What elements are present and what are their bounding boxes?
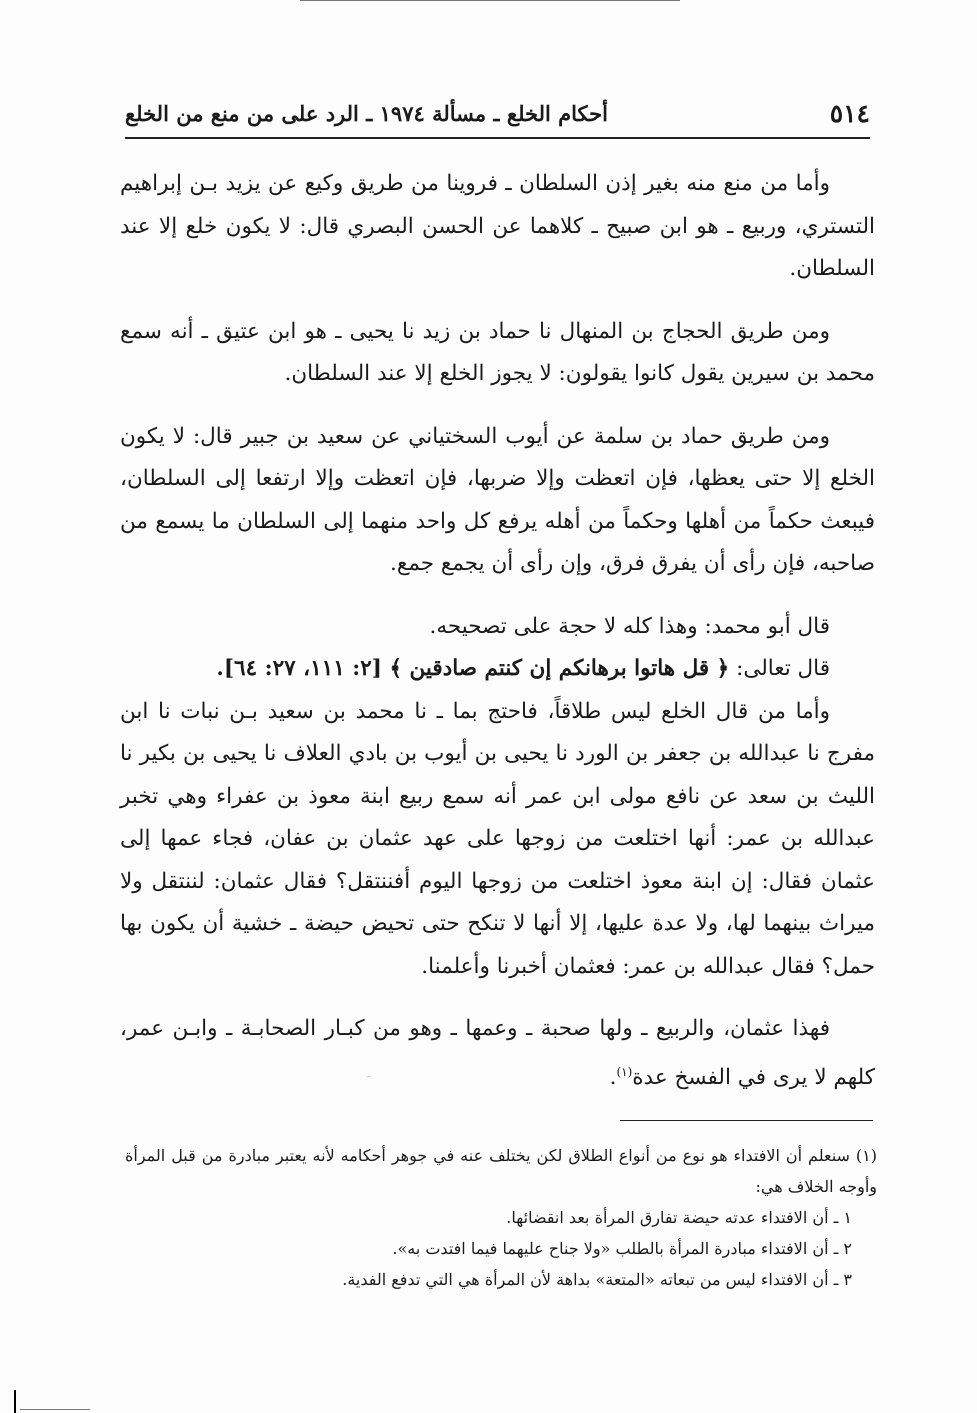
footnote-intro: (١) سنعلم أن الافتداء هو نوع من أنواع الطلاق لكن يختلف عنه في جوهر أحكامه لأنه يعتبر مبادرة من قبل المرأة وأوجه الخلاف هي: <box>125 1146 877 1196</box>
paragraph-6: وأما من قال الخلع ليس طلاقاً، فاحتج بما ـ نا محمد بن سعيد بـن نبات نا ابن مفرج نا عبدالله بن جعفر بن الورد نا يحيى بن أيوب بن بادي العلاف نا يحيى بن بكير نا الليث بن سعد عن نافع مولى ابن عمر أنه سمع ربيع ابنة معوذ بن عفراء وهي تخبر عبدالله بن عمر: أنها اختلعت من زوجها على عهد عثمان بن عفان، فجاء عمها إلى عثمان فقال: إن ابنة معوذ اختلعت من زوجها اليوم أفننتقل؟ فقال عثمان: لننتقل ولا ميراث بينهما لها، ولا عدة عليها، إلا أنها لا تنكح حتى تحيض حيضة ـ خشية أن يكون بها حمل؟ فقال عبدالله بن عمر: فعثمان أخبرنا وأعلمنا. <box>120 698 875 979</box>
verse-intro: قال تعالى: <box>729 656 830 681</box>
page-header <box>125 93 870 139</box>
paragraph-1: وأما من منع منه بغير إذن السلطان ـ فروينا من طريق وكيع عن يزيد بـن إبراهيم التستري، وربيع ـ هو ابن صبيح ـ كلاهما عن الحسن البصري قال: لا يكون خلع إلا عند السلطان. <box>120 171 875 281</box>
footnote-item-3: ٣ ـ أن الافتداء ليس من تبعاته «المتعة» بداهة لأن المرأة هي التي تدفع الفدية. <box>342 1270 852 1289</box>
footnotes <box>125 1140 877 1295</box>
paragraph-7-text: فهذا عثمان، والربيع ـ ولها صحبة ـ وعمها ـ وهو من كبـار الصحابـة ـ وابـن عمر، كلهم لا يرى في الفسخ عدة <box>120 1016 875 1090</box>
page-number: ٥١٤ <box>829 99 870 128</box>
running-title: أحكام الخلع ـ مسألة ١٩٧٤ ـ الرد على من منع من الخلع <box>125 101 608 126</box>
margin-mark <box>14 1390 16 1413</box>
verse-quote: ﴿ قل هاتوا برهانكم إن كنتم صادقين ﴾ <box>389 656 730 681</box>
footnote-item-1: ١ ـ أن الافتداء عدته حيضة تفارق المرأة بعد انقضائها. <box>506 1208 852 1227</box>
scan-speck: ⁻ <box>366 1074 372 1085</box>
footnote-marker: (١) <box>616 1064 633 1079</box>
top-edge-line <box>300 0 680 1</box>
paragraph-4: قال أبو محمد: وهذا كله لا حجة على تصحيحه. <box>429 613 830 639</box>
bottom-edge-line <box>20 1409 90 1410</box>
footnote-item-2: ٢ ـ أن الافتداء مبادرة المرأة بالطلب «ولا جناح عليهما فيما افتدت به». <box>392 1239 852 1258</box>
paragraph-5 <box>120 648 875 691</box>
paragraph-2: ومن طريق الحجاج بن المنهال نا حماد بن زيد نا يحيى ـ هو ابن عتيق ـ أنه سمع محمد بن سيرين يقول كانوا يقولون: لا يجوز الخلع إلا عند السلطان. <box>120 318 875 386</box>
verse-reference: [٢: ١١١، ٢٧: ٦٤]. <box>216 656 390 681</box>
paragraph-3: ومن طريق حماد بن سلمة عن أيوب السختياني عن سعيد بن جبير قال: لا يكون الخلع إلا حتى يعظها، فإن اتعظت وإلا ضربها، فإن اتعظت وإلا ارتفعا إلى السلطان، فيبعث حكماً من أهلها وحكماً من أهله يرفع كل واحد منهما إلى السلطان ما يسمع من صاحبه، فإن رأى أن يفرق فرق، وإن رأى أن يجمع جمع. <box>120 423 875 576</box>
paragraph-7-end: . <box>609 1064 617 1090</box>
main-text <box>120 163 875 1099</box>
paragraph-7 <box>120 1008 875 1099</box>
footnote-separator <box>620 1120 873 1121</box>
